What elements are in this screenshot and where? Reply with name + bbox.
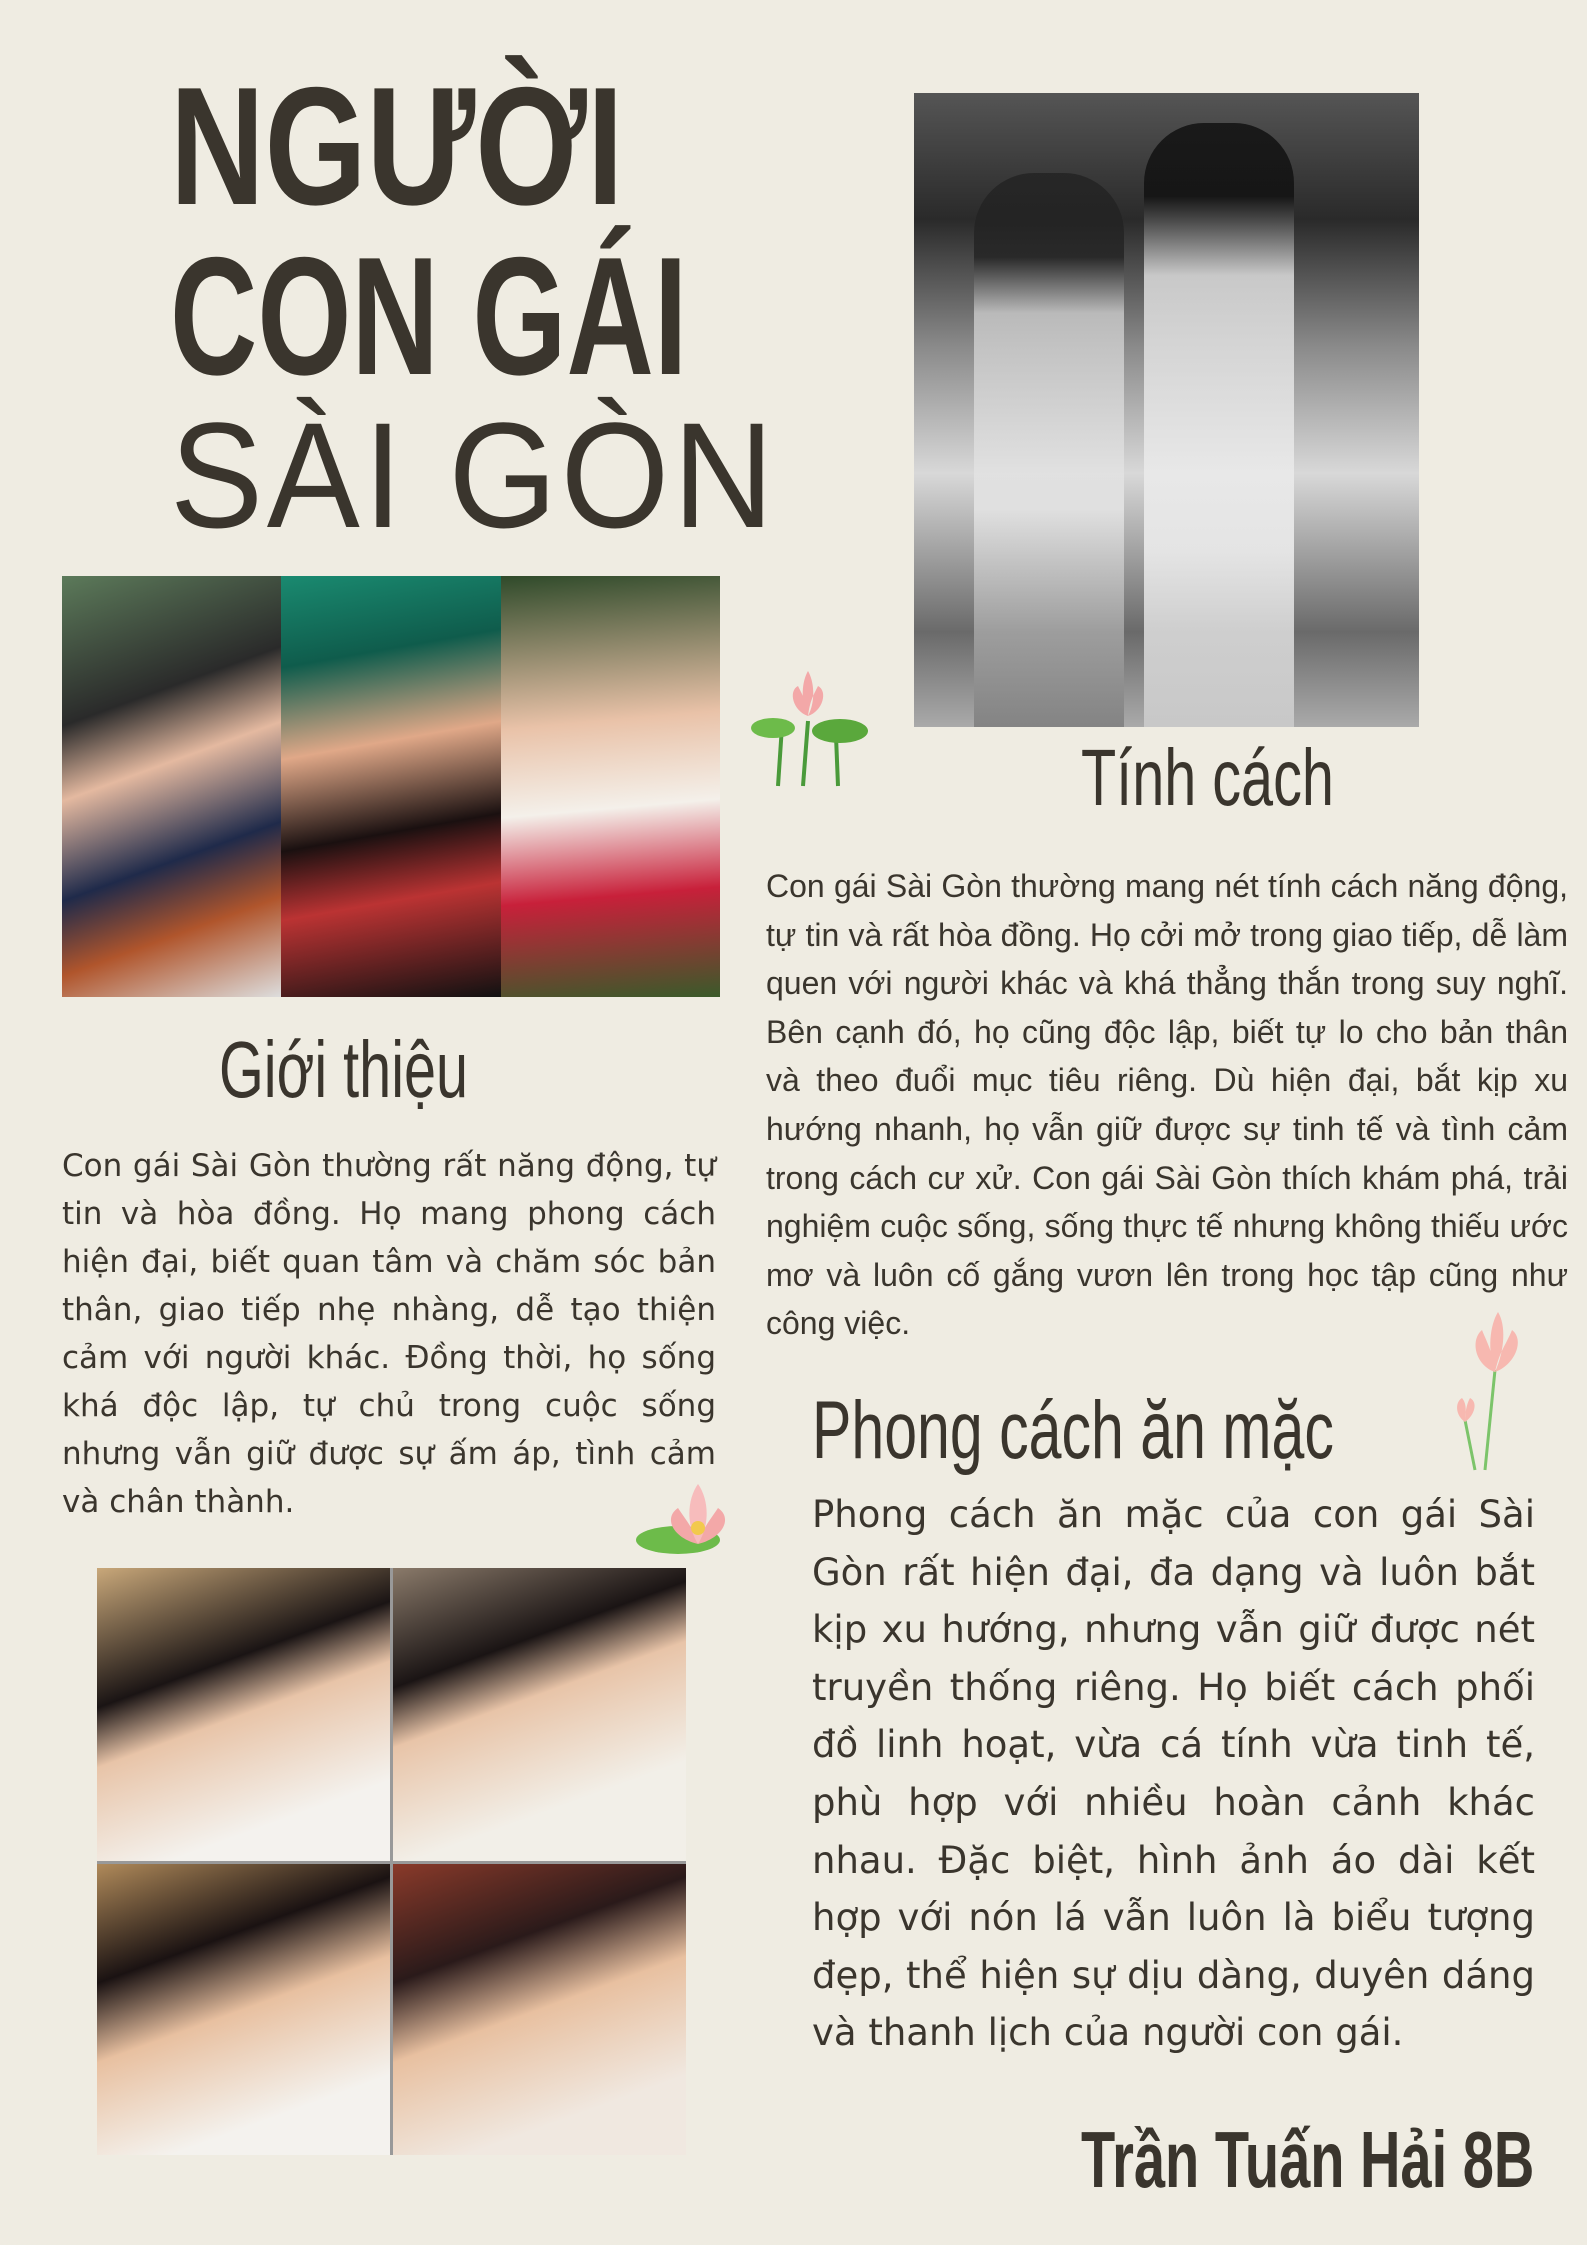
lotus-plant-icon <box>748 666 874 790</box>
personality-heading: Tính cách <box>1081 733 1334 822</box>
vintage-street-photo <box>914 93 1419 727</box>
portrait-strip-photo <box>62 576 720 997</box>
fashion-heading: Phong cách ăn mặc <box>812 1385 1334 1476</box>
title-line-1: NGƯỜI <box>170 52 624 240</box>
fashion-body: Phong cách ăn mặc của con gái Sài Gòn rất hiện đại, đa dạng và luôn bắt kịp xu hướng, nhưng vẫn giữ được nét truyền thống riêng. Họ biết cách phối đồ linh hoạt, vừa cá tính vừa tinh tế, phù hợp với nhiều hoàn cảnh khác nhau. Đặc biệt, hình ảnh áo dài kết hợp với nón lá vẫn luôn là biểu tượng đẹp, thể hiện sự dịu dàng, duyên dáng và thanh lịch của người con gái. <box>812 1493 1535 2055</box>
author-signature: Trần Tuấn Hải 8B <box>1081 2115 1535 2204</box>
portrait-collage-photo <box>97 1568 686 2155</box>
personality-body: Con gái Sài Gòn thường mang nét tính cách năng động, tự tin và rất hòa đồng. Họ cởi mở trong giao tiếp, dễ làm quen với người khác và khá thẳng thắn trong suy nghĩ. Bên cạnh đó, họ cũng độc lập, biết tự lo cho bản thân và theo đuổi mục tiêu riêng. Dù hiện đại, bắt kịp xu hướng nhanh, họ vẫn giữ được sự tinh tế và tình cảm trong cách cư xử. Con gái Sài Gòn thích khám phá, trải nghiệm cuộc sống, sống thực tế nhưng không thiếu ước mơ và luôn cố gắng vươn lên trong học tập cũng như công việc. <box>766 868 1568 1342</box>
intro-body: Con gái Sài Gòn thường rất năng động, tự tin và hòa đồng. Họ mang phong cách hiện đại, biết quan tâm và chăm sóc bản thân, giao tiếp nhẹ nhàng, dễ tạo thiện cảm với người khác. Đồng thời, họ sống khá độc lập, tự chủ trong cuộc sống nhưng vẫn giữ được sự ấm áp, tình cảm và chân thành. <box>62 1148 716 1520</box>
title-line-2: CON GÁI <box>170 222 688 410</box>
intro-heading: Giới thiệu <box>219 1025 469 1114</box>
title-line-3: SÀI GÒN <box>170 391 778 559</box>
